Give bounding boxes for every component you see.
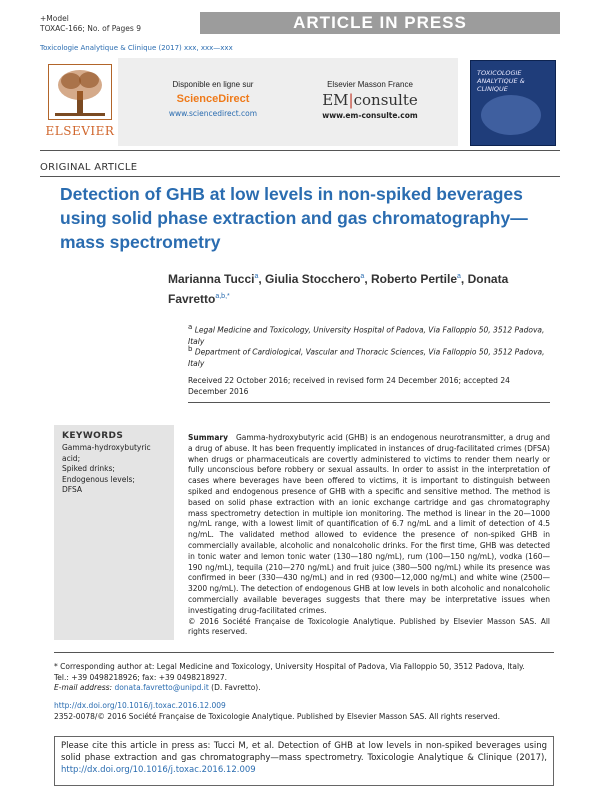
keywords-box [54, 425, 174, 640]
elsevier-logo [40, 60, 120, 140]
footnote-line-1: * Corresponding author at: Legal Medicine and Toxicology, University Hospital of Padova, Via Falloppio 50, 3512 Padova, Italy. [54, 662, 525, 671]
citation-doi-link[interactable]: http://dx.doi.org/10.1016/j.toxac.2016.12.009 [61, 765, 256, 775]
abstract-body [188, 433, 550, 617]
abstract-copyright: © 2016 Société Française de Toxicologie Analytique. Published by Elsevier Masson SAS. All rights reserved. [188, 616, 550, 637]
cover-figure [481, 95, 541, 135]
emconsulte-logo [300, 91, 440, 109]
sciencedirect-link[interactable]: www.sciencedirect.com [168, 109, 258, 118]
dates-divider [188, 402, 550, 403]
citation-box [54, 736, 554, 786]
journal-reference[interactable]: Toxicologie Analytique & Clinique (2017) xxx, xxx—xxx [40, 44, 233, 52]
cover-title: TOXICOLOGIE ANALYTIQUE & CLINIQUE [477, 69, 525, 93]
journal-cover-image [470, 60, 556, 146]
keyword-item: DFSA [62, 485, 82, 494]
author-name[interactable]: Marianna Tucci [168, 272, 255, 286]
received-dates: Received 22 October 2016; received in revised form 24 December 2016; accepted 24 December 2016 [188, 376, 510, 396]
author-list: Marianna Tucci$^a$, Giulia Stocchero$^a$, Roberto Pertile$^a$, Donata Favretto$^{a,b,*}$ [168, 272, 509, 306]
elsevier-wordmark: ELSEVIER [45, 124, 115, 138]
doi-link[interactable]: http://dx.doi.org/10.1016/j.toxac.2016.12.009 [54, 701, 226, 710]
author-name[interactable]: Donata Favretto [168, 272, 509, 306]
email-link[interactable]: donata.favretto@unipd.it [114, 683, 209, 692]
sd-label: Disponible en ligne sur [172, 80, 254, 89]
id-pages-label: TOXAC-166; No. of Pages 9 [40, 24, 141, 33]
author-affiliation-marker: a [457, 273, 461, 280]
sciencedirect-block [148, 80, 278, 118]
model-label: +Model [40, 14, 69, 23]
abstract [188, 433, 550, 638]
keyword-item: Gamma-hydroxybutyric acid; [62, 443, 151, 463]
elsevier-tree-icon [48, 64, 112, 120]
email-suffix: (D. Favretto). [211, 683, 261, 692]
affiliation-marker: b [188, 345, 193, 353]
emconsulte-block [300, 80, 440, 120]
article-title: Detection of GHB at low levels in non-spiked beverages using solid phase extraction and gas chromatography—mass spectrometry [60, 184, 528, 252]
doi-block [54, 700, 554, 722]
issn-copyright: 2352-0078/© 2016 Société Française de Toxicologie Analytique. Published by Elsevier Masson SAS. All rights reserved. [54, 712, 501, 721]
article-in-press-banner: ARTICLE IN PRESS [200, 12, 560, 34]
abstract-text: Gamma-hydroxybutyric acid (GHB) is an endogenous neurotransmitter, a drug and a drug of abuse. It has been frequently implicated in instances of drug-facilitated crimes (DFSA) when drugs or pharmaceuticals are covertly administered to victims to render them nearly or fully unconscious before robbery or sexual assaults. In order to assist in the interpretation of cases where beverages have been offered to victims, it is important to distinguish between spiked and endogenous presence of GHB with a specific and sensitive method. The method is based on solid phase extraction with an ionic exchange cartridge and gas chromatography mass spectrometry detection in multiple ion monitoring. The method is linear in the 20—1000 ng/mL range, with a lowest limit of quantification of 6.7 ng/mL and a limit of detection of 4.5 ng/mL. The validated method allowed to evidence the presence of non-spiked GHB in commercially available, alcoholic and nonalcoholic drinks. For the first time, GHB was detected in tonic water and lemon tonic water (130—180 ng/mL), rum (100—150 ng/mL), vodka (160—190 ng/mL), tequila (210—270 ng/mL) and fruit juice (380—500 ng/mL) while its presence was confirmed in beer (330—430 ng/mL) and in red (9300—12,000 ng/mL) and white wine (2500—3200 ng/mL). The detection of endogenous GHB at low levels in both alcoholic and nonalcoholic commercially available beverages suggests that there may be interpretative issues when investigating drug-facilitated crimes. [188, 433, 551, 615]
article-type-label: ORIGINAL ARTICLE [40, 162, 138, 173]
author-affiliation-marker: a [360, 273, 365, 280]
affiliation-marker: a [188, 323, 193, 331]
abstract-lead: Summary [188, 433, 229, 442]
keyword-item: Endogenous levels; [62, 474, 135, 484]
email-label: E-mail address: [54, 683, 113, 692]
footnote-email-line [54, 683, 554, 694]
footnote-divider [54, 652, 554, 653]
sciencedirect-logo: ScienceDirect [176, 93, 250, 105]
affiliation-text: Legal Medicine and Toxicology, University Hospital of Padova, Via Falloppio 50, 3512 Padova, Italy [188, 325, 545, 346]
em-label: Elsevier Masson France [327, 80, 413, 89]
page-meta [40, 14, 141, 34]
citation-text: Please cite this article in press as: Tucci M, et al. Detection of GHB at low levels in non-spiked beverages using solid phase extraction and gas chromatography—mass spectrometry. Toxicologie Analytique & Clinique (2017), [61, 741, 547, 763]
em-brand-suffix: consulte [353, 91, 418, 109]
footnote-line-2: Tel.: +39 0498218926; fax: +39 0498218927. [54, 672, 228, 682]
em-brand-divider: | [348, 91, 354, 109]
keywords-title: KEYWORDS [62, 431, 124, 441]
affiliation-text: Department of Cardiological, Vascular and Thoracic Sciences, Via Falloppio 50, 3512 Padova, Italy [188, 347, 545, 368]
em-brand-prefix: EM [322, 91, 349, 109]
author-name[interactable]: Giulia Stocchero [265, 272, 361, 286]
author-name[interactable]: Roberto Pertile [370, 272, 457, 286]
emconsulte-link[interactable]: www.em-consulte.com [322, 111, 418, 120]
author-affiliation-marker: a,b,* [215, 293, 230, 300]
keyword-item: Spiked drinks; [62, 464, 115, 473]
corresponding-author-footnote [54, 662, 554, 694]
author-affiliation-marker: a [254, 273, 259, 280]
affiliation-b [188, 344, 548, 369]
title-divider [40, 176, 560, 177]
header-divider [40, 150, 560, 151]
affiliation-a [188, 322, 548, 347]
